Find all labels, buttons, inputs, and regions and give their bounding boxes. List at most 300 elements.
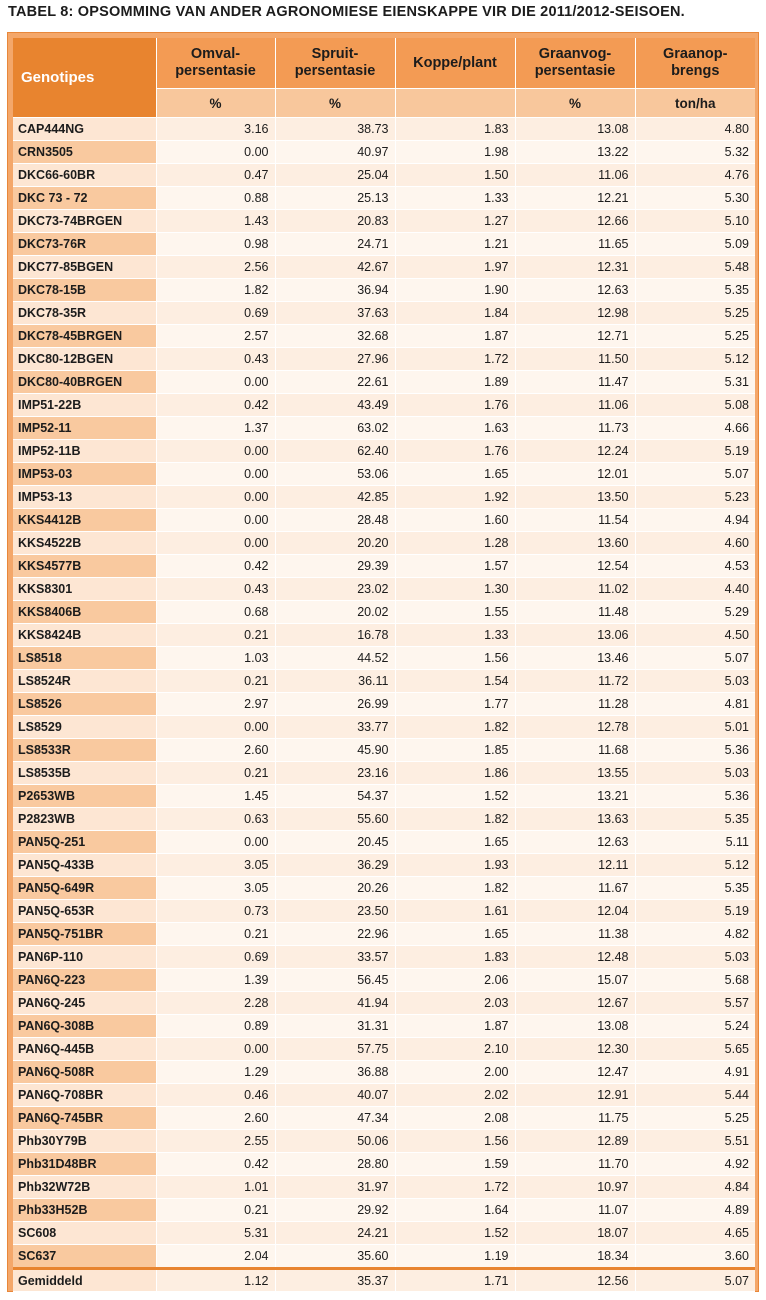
cell-omval: 0.00 (156, 1038, 275, 1061)
cell-graanvog: 13.06 (515, 624, 635, 647)
cell-graanvog: 11.06 (515, 394, 635, 417)
unit-spruit: % (275, 89, 395, 118)
cell-graanopbrengs: 5.32 (635, 141, 755, 164)
cell-graanopbrengs: 5.11 (635, 831, 755, 854)
cell-genotipe: KKS8301 (13, 578, 156, 601)
cell-graanopbrengs: 5.31 (635, 371, 755, 394)
cell-spruit: 55.60 (275, 808, 395, 831)
cell-graanopbrengs: 5.23 (635, 486, 755, 509)
cell-omval: 0.69 (156, 302, 275, 325)
cell-spruit: 42.67 (275, 256, 395, 279)
cell-genotipe: SC637 (13, 1245, 156, 1269)
cell-spruit: 22.96 (275, 923, 395, 946)
cell-omval: 0.42 (156, 394, 275, 417)
cell-koppe: 1.60 (395, 509, 515, 532)
cell-graanvog: 11.48 (515, 601, 635, 624)
cell-genotipe: LS8524R (13, 670, 156, 693)
table-row (13, 1130, 755, 1153)
cell-omval: 0.63 (156, 808, 275, 831)
table-row (13, 210, 755, 233)
cell-graanopbrengs: 4.76 (635, 164, 755, 187)
cell-spruit: 35.37 (275, 1269, 395, 1292)
cell-omval: 0.21 (156, 762, 275, 785)
cell-omval: 0.73 (156, 900, 275, 923)
cell-genotipe: LS8526 (13, 693, 156, 716)
cell-graanvog: 12.66 (515, 210, 635, 233)
cell-koppe: 1.83 (395, 118, 515, 141)
cell-omval: 0.21 (156, 923, 275, 946)
unit-graanopbrengs: ton/ha (635, 89, 755, 118)
cell-spruit: 57.75 (275, 1038, 395, 1061)
cell-spruit: 40.07 (275, 1084, 395, 1107)
cell-graanopbrengs: 5.08 (635, 394, 755, 417)
cell-graanopbrengs: 5.44 (635, 1084, 755, 1107)
cell-graanvog: 11.02 (515, 578, 635, 601)
cell-koppe: 1.52 (395, 785, 515, 808)
cell-graanvog: 11.73 (515, 417, 635, 440)
cell-koppe: 1.61 (395, 900, 515, 923)
cell-genotipe: PAN6Q-508R (13, 1061, 156, 1084)
cell-graanvog: 12.71 (515, 325, 635, 348)
cell-koppe: 1.52 (395, 1222, 515, 1245)
cell-graanvog: 11.47 (515, 371, 635, 394)
cell-genotipe: CRN3505 (13, 141, 156, 164)
cell-omval: 3.16 (156, 118, 275, 141)
table-row (13, 762, 755, 785)
cell-graanvog: 13.63 (515, 808, 635, 831)
cell-graanopbrengs: 4.82 (635, 923, 755, 946)
cell-graanvog: 13.46 (515, 647, 635, 670)
cell-omval: 0.47 (156, 164, 275, 187)
cell-spruit: 50.06 (275, 1130, 395, 1153)
cell-genotipe: IMP52-11 (13, 417, 156, 440)
cell-omval: 0.42 (156, 1153, 275, 1176)
cell-graanvog: 12.67 (515, 992, 635, 1015)
cell-omval: 0.42 (156, 555, 275, 578)
cell-koppe: 1.82 (395, 808, 515, 831)
cell-omval: 3.05 (156, 877, 275, 900)
cell-omval: 0.46 (156, 1084, 275, 1107)
cell-graanopbrengs: 5.36 (635, 785, 755, 808)
table-row (13, 739, 755, 762)
cell-omval: 0.43 (156, 348, 275, 371)
table-row (13, 601, 755, 624)
cell-genotipe: IMP51-22B (13, 394, 156, 417)
cell-graanvog: 12.04 (515, 900, 635, 923)
cell-omval: 1.29 (156, 1061, 275, 1084)
table-row (13, 1153, 755, 1176)
cell-spruit: 23.02 (275, 578, 395, 601)
cell-graanopbrengs: 5.36 (635, 739, 755, 762)
cell-koppe: 1.71 (395, 1269, 515, 1292)
cell-omval: 0.00 (156, 486, 275, 509)
cell-omval: 5.31 (156, 1222, 275, 1245)
cell-graanopbrengs: 5.65 (635, 1038, 755, 1061)
cell-graanvog: 12.54 (515, 555, 635, 578)
cell-graanvog: 13.08 (515, 1015, 635, 1038)
cell-spruit: 41.94 (275, 992, 395, 1015)
cell-spruit: 20.20 (275, 532, 395, 555)
cell-omval: 2.28 (156, 992, 275, 1015)
cell-spruit: 36.11 (275, 670, 395, 693)
cell-graanvog: 11.68 (515, 739, 635, 762)
cell-graanopbrengs: 5.35 (635, 877, 755, 900)
cell-spruit: 31.31 (275, 1015, 395, 1038)
cell-graanvog: 11.07 (515, 1199, 635, 1222)
cell-omval: 2.60 (156, 739, 275, 762)
cell-graanopbrengs: 5.07 (635, 1269, 755, 1292)
cell-koppe: 2.06 (395, 969, 515, 992)
cell-graanopbrengs: 4.84 (635, 1176, 755, 1199)
cell-graanvog: 13.08 (515, 118, 635, 141)
cell-graanvog: 13.50 (515, 486, 635, 509)
cell-genotipe: PAN5Q-433B (13, 854, 156, 877)
cell-koppe: 1.65 (395, 463, 515, 486)
cell-graanopbrengs: 5.51 (635, 1130, 755, 1153)
cell-graanopbrengs: 4.80 (635, 118, 755, 141)
cell-spruit: 29.39 (275, 555, 395, 578)
cell-omval: 0.00 (156, 371, 275, 394)
cell-spruit: 33.77 (275, 716, 395, 739)
cell-koppe: 1.33 (395, 187, 515, 210)
cell-spruit: 47.34 (275, 1107, 395, 1130)
header-row (13, 38, 755, 89)
cell-graanvog: 12.31 (515, 256, 635, 279)
cell-omval: 2.55 (156, 1130, 275, 1153)
cell-spruit: 54.37 (275, 785, 395, 808)
cell-graanvog: 11.38 (515, 923, 635, 946)
table-row (13, 417, 755, 440)
cell-graanopbrengs: 5.68 (635, 969, 755, 992)
cell-omval: 2.57 (156, 325, 275, 348)
cell-genotipe: PAN6Q-445B (13, 1038, 156, 1061)
cell-graanopbrengs: 5.48 (635, 256, 755, 279)
cell-spruit: 38.73 (275, 118, 395, 141)
cell-omval: 0.21 (156, 624, 275, 647)
cell-graanvog: 11.06 (515, 164, 635, 187)
cell-omval: 1.39 (156, 969, 275, 992)
cell-genotipe: PAN6Q-745BR (13, 1107, 156, 1130)
column-header-genotipes: Genotipes (13, 38, 156, 118)
cell-graanopbrengs: 4.91 (635, 1061, 755, 1084)
cell-koppe: 1.50 (395, 164, 515, 187)
table-row (13, 325, 755, 348)
cell-genotipe: DKC80-12BGEN (13, 348, 156, 371)
cell-graanvog: 12.63 (515, 831, 635, 854)
cell-omval: 0.68 (156, 601, 275, 624)
cell-koppe: 1.82 (395, 877, 515, 900)
cell-graanopbrengs: 5.19 (635, 900, 755, 923)
cell-genotipe: Phb33H52B (13, 1199, 156, 1222)
cell-omval: 0.00 (156, 141, 275, 164)
cell-graanvog: 12.89 (515, 1130, 635, 1153)
agronomic-traits-table (13, 38, 755, 1292)
cell-koppe: 1.55 (395, 601, 515, 624)
cell-graanopbrengs: 5.09 (635, 233, 755, 256)
cell-omval: 1.82 (156, 279, 275, 302)
cell-koppe: 1.76 (395, 394, 515, 417)
cell-spruit: 20.26 (275, 877, 395, 900)
cell-omval: 0.00 (156, 831, 275, 854)
cell-graanopbrengs: 4.92 (635, 1153, 755, 1176)
cell-genotipe: PAN5Q-251 (13, 831, 156, 854)
cell-koppe: 1.97 (395, 256, 515, 279)
cell-spruit: 24.21 (275, 1222, 395, 1245)
cell-genotipe: DKC80-40BRGEN (13, 371, 156, 394)
cell-spruit: 31.97 (275, 1176, 395, 1199)
cell-koppe: 1.30 (395, 578, 515, 601)
table-row (13, 785, 755, 808)
cell-genotipe: PAN6P-110 (13, 946, 156, 969)
cell-graanvog: 11.65 (515, 233, 635, 256)
table-row (13, 1199, 755, 1222)
table-row (13, 279, 755, 302)
column-header-omval: Omval- persentasie (156, 38, 275, 89)
cell-genotipe: KKS4577B (13, 555, 156, 578)
table-row (13, 141, 755, 164)
cell-genotipe: P2653WB (13, 785, 156, 808)
cell-koppe: 1.56 (395, 647, 515, 670)
cell-graanvog: 11.50 (515, 348, 635, 371)
cell-spruit: 29.92 (275, 1199, 395, 1222)
cell-spruit: 43.49 (275, 394, 395, 417)
cell-spruit: 20.02 (275, 601, 395, 624)
cell-graanvog: 12.01 (515, 463, 635, 486)
cell-genotipe: KKS4412B (13, 509, 156, 532)
cell-genotipe: PAN6Q-308B (13, 1015, 156, 1038)
cell-genotipe: DKC73-76R (13, 233, 156, 256)
cell-genotipe: DKC77-85BGEN (13, 256, 156, 279)
cell-omval: 2.56 (156, 256, 275, 279)
table-row (13, 348, 755, 371)
cell-genotipe: LS8529 (13, 716, 156, 739)
cell-spruit: 62.40 (275, 440, 395, 463)
cell-genotipe: PAN5Q-649R (13, 877, 156, 900)
cell-genotipe: SC608 (13, 1222, 156, 1245)
cell-omval: 0.00 (156, 532, 275, 555)
table-row (13, 969, 755, 992)
cell-graanvog: 11.70 (515, 1153, 635, 1176)
cell-koppe: 1.33 (395, 624, 515, 647)
cell-graanopbrengs: 5.01 (635, 716, 755, 739)
cell-graanvog: 13.22 (515, 141, 635, 164)
cell-omval: 0.69 (156, 946, 275, 969)
cell-omval: 0.00 (156, 440, 275, 463)
cell-graanvog: 12.30 (515, 1038, 635, 1061)
table-frame (7, 32, 759, 1292)
cell-omval: 1.37 (156, 417, 275, 440)
cell-genotipe: DKC78-45BRGEN (13, 325, 156, 348)
column-header-graanvog: Graanvog- persentasie (515, 38, 635, 89)
cell-graanvog: 12.24 (515, 440, 635, 463)
cell-koppe: 1.56 (395, 1130, 515, 1153)
table-row (13, 1222, 755, 1245)
cell-graanopbrengs: 4.89 (635, 1199, 755, 1222)
cell-koppe: 1.93 (395, 854, 515, 877)
table-row (13, 440, 755, 463)
cell-spruit: 36.88 (275, 1061, 395, 1084)
cell-koppe: 1.92 (395, 486, 515, 509)
cell-graanvog: 12.78 (515, 716, 635, 739)
cell-spruit: 44.52 (275, 647, 395, 670)
cell-koppe: 1.90 (395, 279, 515, 302)
table-row (13, 854, 755, 877)
cell-koppe: 1.57 (395, 555, 515, 578)
cell-graanopbrengs: 5.35 (635, 808, 755, 831)
cell-genotipe: KKS8424B (13, 624, 156, 647)
cell-omval: 0.43 (156, 578, 275, 601)
cell-spruit: 42.85 (275, 486, 395, 509)
cell-graanvog: 11.72 (515, 670, 635, 693)
cell-spruit: 25.13 (275, 187, 395, 210)
table-row (13, 118, 755, 141)
cell-koppe: 1.86 (395, 762, 515, 785)
table-row (13, 992, 755, 1015)
cell-genotipe: DKC78-35R (13, 302, 156, 325)
cell-genotipe: PAN6Q-223 (13, 969, 156, 992)
cell-koppe: 1.28 (395, 532, 515, 555)
cell-genotipe: LS8533R (13, 739, 156, 762)
cell-koppe: 1.19 (395, 1245, 515, 1269)
table-row (13, 1061, 755, 1084)
table-row (13, 509, 755, 532)
cell-graanopbrengs: 5.19 (635, 440, 755, 463)
cell-genotipe: IMP53-03 (13, 463, 156, 486)
cell-graanopbrengs: 5.24 (635, 1015, 755, 1038)
cell-spruit: 27.96 (275, 348, 395, 371)
cell-genotipe: P2823WB (13, 808, 156, 831)
unit-koppe (395, 89, 515, 118)
cell-graanopbrengs: 5.12 (635, 348, 755, 371)
cell-graanvog: 10.97 (515, 1176, 635, 1199)
cell-spruit: 20.83 (275, 210, 395, 233)
table-row (13, 394, 755, 417)
cell-spruit: 16.78 (275, 624, 395, 647)
table-row (13, 532, 755, 555)
cell-koppe: 1.85 (395, 739, 515, 762)
cell-graanopbrengs: 5.30 (635, 187, 755, 210)
cell-genotipe: DKC66-60BR (13, 164, 156, 187)
cell-graanopbrengs: 4.94 (635, 509, 755, 532)
cell-graanvog: 11.54 (515, 509, 635, 532)
cell-graanopbrengs: 4.60 (635, 532, 755, 555)
cell-genotipe: PAN5Q-751BR (13, 923, 156, 946)
cell-genotipe: Phb31D48BR (13, 1153, 156, 1176)
column-header-spruit: Spruit- persentasie (275, 38, 395, 89)
table-row (13, 808, 755, 831)
cell-genotipe: LS8518 (13, 647, 156, 670)
table-row (13, 923, 755, 946)
cell-graanopbrengs: 4.81 (635, 693, 755, 716)
cell-graanopbrengs: 5.07 (635, 463, 755, 486)
cell-graanopbrengs: 5.03 (635, 670, 755, 693)
cell-graanopbrengs: 5.07 (635, 647, 755, 670)
cell-koppe: 2.03 (395, 992, 515, 1015)
cell-koppe: 1.77 (395, 693, 515, 716)
cell-graanvog: 12.21 (515, 187, 635, 210)
cell-omval: 0.00 (156, 463, 275, 486)
cell-graanopbrengs: 5.35 (635, 279, 755, 302)
table-row (13, 693, 755, 716)
cell-graanvog: 18.07 (515, 1222, 635, 1245)
cell-graanopbrengs: 5.25 (635, 325, 755, 348)
cell-koppe: 1.65 (395, 831, 515, 854)
table-row (13, 256, 755, 279)
cell-genotipe: CAP444NG (13, 118, 156, 141)
cell-omval: 2.60 (156, 1107, 275, 1130)
table-title: TABEL 8: OPSOMMING VAN ANDER AGRONOMIESE EIENSKAPPE VIR DIE 2011/2012-SEISOEN. (8, 4, 685, 20)
cell-koppe: 1.64 (395, 1199, 515, 1222)
cell-genotipe: KKS4522B (13, 532, 156, 555)
cell-koppe: 2.00 (395, 1061, 515, 1084)
cell-spruit: 26.99 (275, 693, 395, 716)
table-row (13, 1084, 755, 1107)
cell-omval: 0.98 (156, 233, 275, 256)
cell-graanvog: 18.34 (515, 1245, 635, 1269)
table-row (13, 187, 755, 210)
table-row (13, 877, 755, 900)
cell-omval: 0.21 (156, 670, 275, 693)
cell-omval: 2.04 (156, 1245, 275, 1269)
cell-koppe: 1.72 (395, 1176, 515, 1199)
cell-graanvog: 11.28 (515, 693, 635, 716)
cell-spruit: 53.06 (275, 463, 395, 486)
table-row (13, 831, 755, 854)
column-header-koppe: Koppe/plant (395, 38, 515, 89)
table-row (13, 555, 755, 578)
cell-omval: 0.88 (156, 187, 275, 210)
cell-graanopbrengs: 5.12 (635, 854, 755, 877)
cell-spruit: 28.80 (275, 1153, 395, 1176)
cell-spruit: 23.50 (275, 900, 395, 923)
cell-omval: 1.12 (156, 1269, 275, 1292)
table-row (13, 1038, 755, 1061)
table-row (13, 946, 755, 969)
cell-koppe: 1.84 (395, 302, 515, 325)
cell-genotipe: KKS8406B (13, 601, 156, 624)
table-body (13, 118, 755, 1292)
cell-koppe: 1.21 (395, 233, 515, 256)
cell-graanopbrengs: 4.53 (635, 555, 755, 578)
table-row (13, 1176, 755, 1199)
table-row (13, 900, 755, 923)
table-row (13, 371, 755, 394)
cell-spruit: 45.90 (275, 739, 395, 762)
unit-omval: % (156, 89, 275, 118)
cell-koppe: 1.63 (395, 417, 515, 440)
cell-graanopbrengs: 5.57 (635, 992, 755, 1015)
cell-genotipe: Gemiddeld (13, 1269, 156, 1292)
cell-omval: 0.89 (156, 1015, 275, 1038)
cell-spruit: 35.60 (275, 1245, 395, 1269)
cell-spruit: 56.45 (275, 969, 395, 992)
cell-genotipe: PAN5Q-653R (13, 900, 156, 923)
cell-omval: 0.21 (156, 1199, 275, 1222)
table-row (13, 647, 755, 670)
cell-graanopbrengs: 4.66 (635, 417, 755, 440)
cell-koppe: 1.76 (395, 440, 515, 463)
cell-graanvog: 12.11 (515, 854, 635, 877)
cell-graanopbrengs: 5.03 (635, 946, 755, 969)
cell-spruit: 40.97 (275, 141, 395, 164)
cell-genotipe: LS8535B (13, 762, 156, 785)
cell-koppe: 1.83 (395, 946, 515, 969)
cell-spruit: 25.04 (275, 164, 395, 187)
cell-spruit: 24.71 (275, 233, 395, 256)
cell-spruit: 28.48 (275, 509, 395, 532)
cell-koppe: 1.87 (395, 1015, 515, 1038)
cell-spruit: 36.29 (275, 854, 395, 877)
